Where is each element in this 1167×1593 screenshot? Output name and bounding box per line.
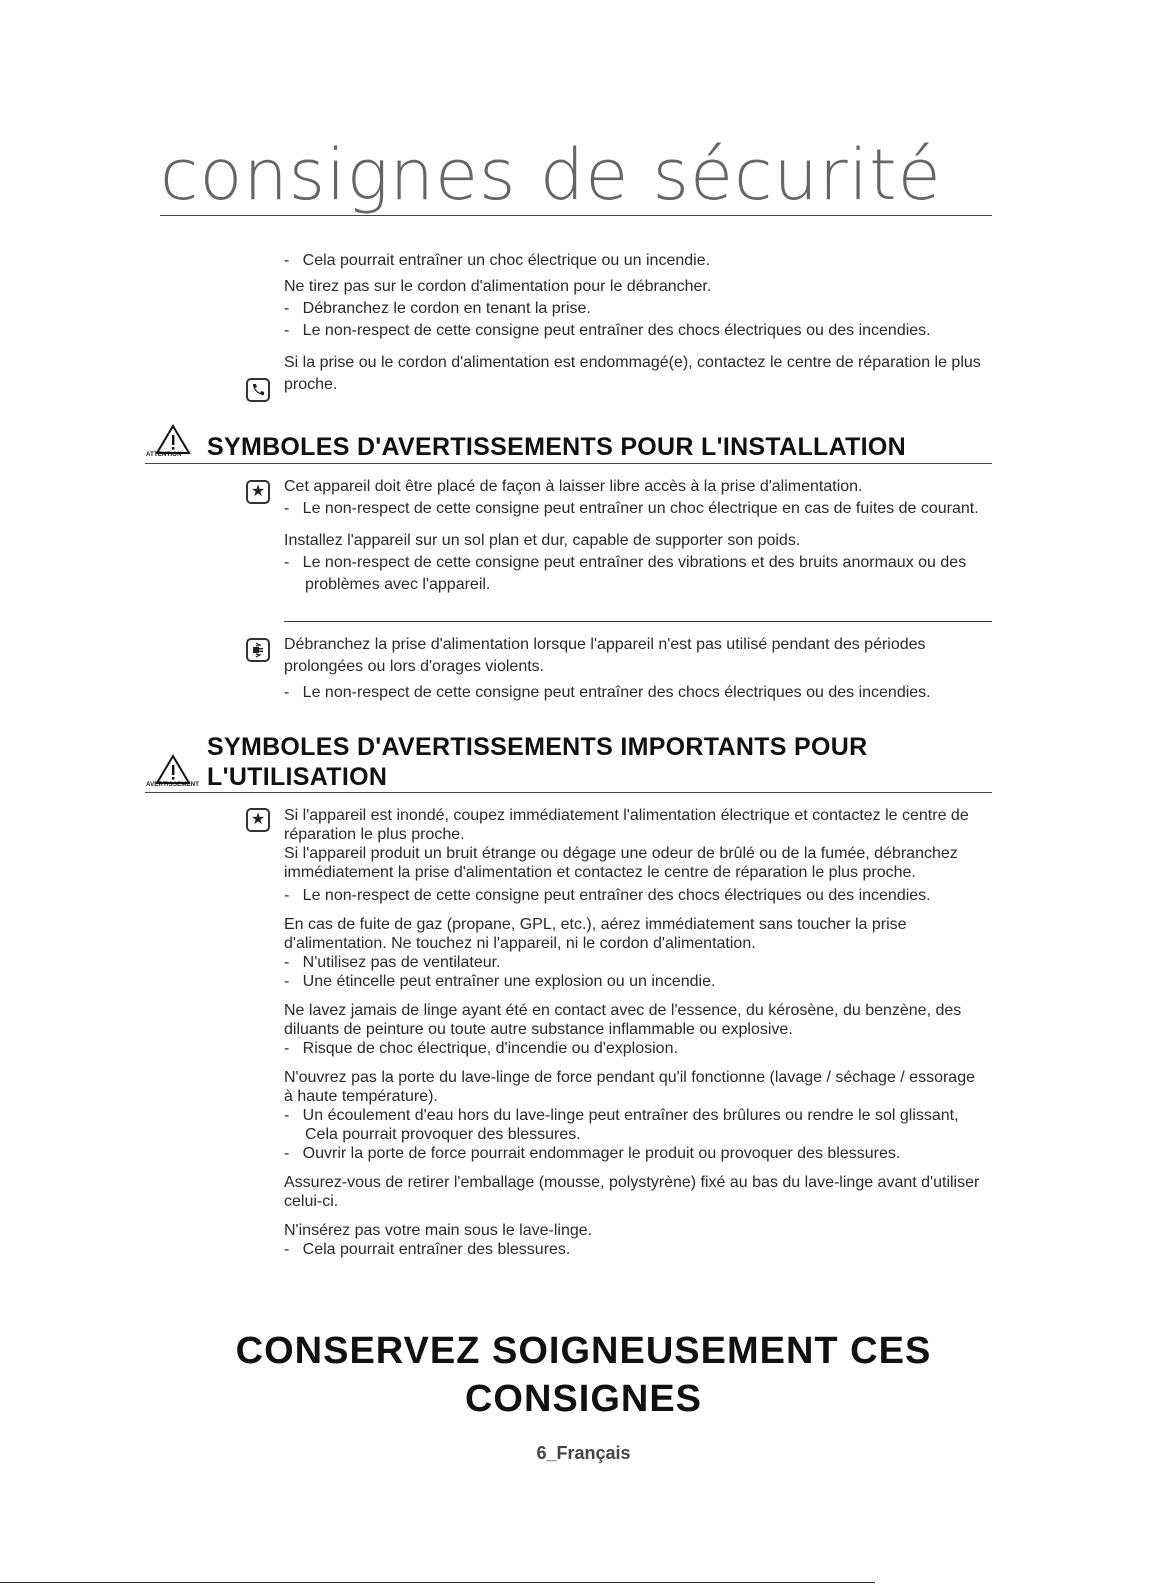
usage-dash-5: - Un écoulement d'eau hors du lave-linge peut entraîner des brûlures ou rendre le sol glissant, xyxy=(284,1106,984,1125)
intro-dash-1: - Cela pourrait entraîner un choc électrique ou un incendie. xyxy=(284,250,984,272)
usage-paragraph-2: En cas de fuite de gaz (propane, GPL, etc.), aérez immédiatement sans toucher la prise d'alimentation. Ne touchez ni l'appareil, ni le cordon d'alimentation. xyxy=(284,916,907,952)
unplug-block xyxy=(284,634,984,704)
unplug-dash-1: - Le non-respect de cette consigne peut entraîner des chocs électriques ou des incendies. xyxy=(284,682,984,704)
installation-dash-1: - Le non-respect de cette consigne peut entraîner un choc électrique en cas de fuites de courant. xyxy=(284,498,984,520)
usage-dash-5b: Cela pourrait provoquer des blessures. xyxy=(305,1126,581,1143)
section-usage-heading-line2: L'UTILISATION xyxy=(207,763,388,791)
attention-caption: ATTENTION xyxy=(146,452,182,458)
unplug-paragraph: Débranchez la prise d'alimentation lorsque l'appareil n'est pas utilisé pendant des périodes prolongées ou lors d'orages violents. xyxy=(284,636,926,675)
usage-dash-7: - Cela pourrait entraîner des blessures. xyxy=(284,1240,984,1259)
installation-dash-2: - Le non-respect de cette consigne peut entraîner des vibrations et des bruits anormaux ou des problèmes avec l'appareil. xyxy=(284,552,984,596)
usage-paragraph-1b: Si l'appareil produit un bruit étrange ou dégage une odeur de brûlé ou de la fumée, débranchez immédiatement la prise d'alimentation et contactez le centre de réparation le plus proche. xyxy=(284,845,958,881)
section-installation-body xyxy=(284,476,984,596)
usage-paragraph-5: Assurez-vous de retirer l'emballage (mousse, polystyrène) fixé au bas du lave-linge avant d'utiliser celui-ci. xyxy=(284,1174,980,1210)
section-installation-header xyxy=(145,430,992,464)
section-usage-body xyxy=(284,806,984,1259)
usage-dash-4: - Risque de choc électrique, d'incendie ou d'explosion. xyxy=(284,1039,984,1058)
bottom-rule xyxy=(0,1582,875,1583)
intro-dash-3: - Le non-respect de cette consigne peut entraîner des chocs électriques ou des incendies. xyxy=(284,320,984,342)
section-installation-heading: SYMBOLES D'AVERTISSEMENTS POUR L'INSTALLATION xyxy=(207,433,907,461)
section-divider xyxy=(284,621,992,622)
installation-paragraph-1: Cet appareil doit être placé de façon à laisser libre accès à la prise d'alimentation. xyxy=(284,478,863,495)
usage-dash-2: - N'utilisez pas de ventilateur. xyxy=(284,953,984,972)
intro-dash-2: - Débranchez le cordon en tenant la prise. xyxy=(284,298,984,320)
section-usage-header xyxy=(145,732,992,793)
phone-icon-graphic xyxy=(250,382,266,398)
usage-paragraph-6: N'insérez pas votre main sous le lave-linge. xyxy=(284,1222,593,1239)
usage-dash-1: - Le non-respect de cette consigne peut entraîner des chocs électriques ou des incendies. xyxy=(284,886,984,905)
avertissement-caption: AVERTISSEMENT xyxy=(146,782,200,788)
intro-block xyxy=(284,250,984,396)
usage-paragraph-1: Si l'appareil est inondé, coupez immédiatement l'alimentation électrique et contactez le centre de réparation le plus proche. xyxy=(284,807,969,843)
installation-paragraph-2: Installez l'appareil sur un sol plan et dur, capable de supporter son poids. xyxy=(284,532,801,549)
usage-dash-6: - Ouvrir la porte de force pourrait endommager le produit ou provoquer des blessures. xyxy=(284,1144,984,1163)
usage-dash-3: - Une étincelle peut entraîner une explosion ou un incendie. xyxy=(284,972,984,991)
page-number: 6_Français xyxy=(536,1443,631,1463)
unplug-icon xyxy=(246,638,270,662)
intro-paragraph-3: Si la prise ou le cordon d'alimentation est endommagé(e), contactez le centre de réparation le plus proche. xyxy=(284,354,981,393)
star-icon: ★ xyxy=(246,480,270,504)
star-icon: ★ xyxy=(246,808,270,832)
phone-icon xyxy=(246,378,270,402)
intro-paragraph-2: Ne tirez pas sur le cordon d'alimentation pour le débrancher. xyxy=(284,278,712,295)
usage-paragraph-3: Ne lavez jamais de linge ayant été en contact avec de l'essence, du kérosène, du benzène, des diluants de peinture ou toute autre substance inflammable ou explosive. xyxy=(284,1002,962,1038)
unplug-icon-graphic xyxy=(250,642,266,658)
page-title: consignes de sécurité xyxy=(160,135,992,216)
section-usage-heading-line1: SYMBOLES D'AVERTISSEMENTS IMPORTANTS POUR xyxy=(207,733,868,761)
closing-line-1: CONSERVEZ SOIGNEUSEMENT CES xyxy=(235,1330,932,1372)
closing-line-2: CONSIGNES xyxy=(464,1378,703,1420)
usage-paragraph-4: N'ouvrez pas la porte du lave-linge de force pendant qu'il fonctionne (lavage / séchage / essorage à haute température). xyxy=(284,1069,975,1105)
